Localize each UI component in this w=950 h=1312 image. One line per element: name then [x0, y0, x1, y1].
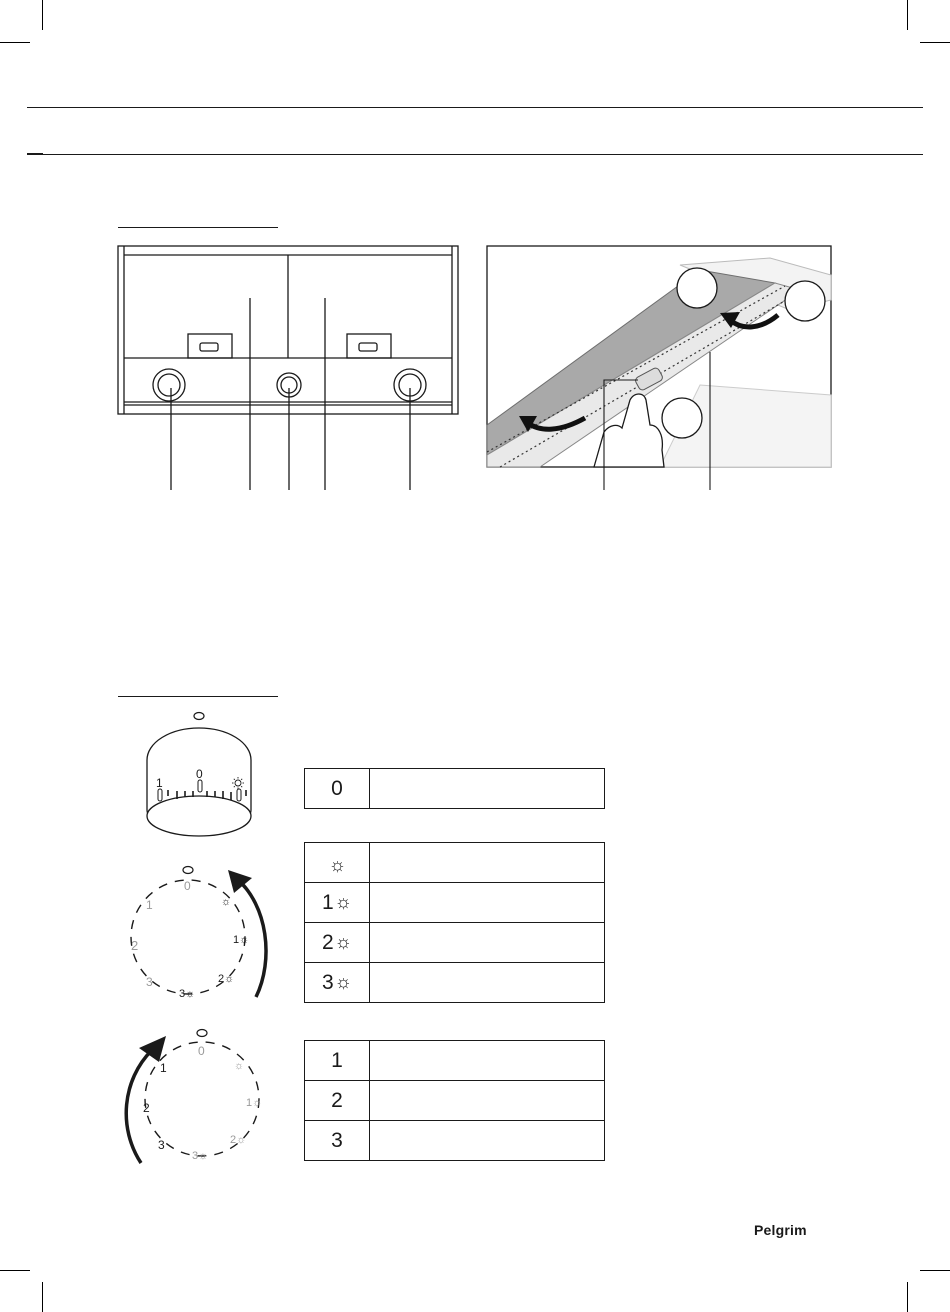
table-row — [305, 963, 605, 1003]
crop-mark — [907, 1282, 908, 1312]
sun-icon: ☼ — [334, 971, 353, 993]
dial-position-number: 2 — [230, 1134, 237, 1146]
setting-description — [370, 883, 605, 923]
setting-symbol-text: 0 — [331, 776, 343, 800]
setting-symbol — [305, 1121, 370, 1161]
setting-description — [370, 843, 605, 883]
setting-symbol-text: 2 — [331, 1088, 343, 1112]
setting-description — [370, 1041, 605, 1081]
dial-position-label: 2 — [131, 938, 139, 953]
dial-position-one-light — [246, 1097, 262, 1109]
table-row — [305, 883, 605, 923]
setting-symbol-text: 1 — [321, 890, 334, 914]
table-row — [305, 843, 605, 883]
sun-icon: ☼ — [185, 988, 196, 1000]
setting-symbol — [305, 1081, 370, 1121]
dial-position-label: 3 — [146, 975, 153, 989]
setting-description — [370, 1121, 605, 1161]
setting-description — [370, 923, 605, 963]
dial-position-label: 0 — [184, 879, 191, 893]
dial-position-number: 1 — [246, 1097, 253, 1109]
dial-position-number: 2 — [218, 973, 225, 985]
sun-icon: ☼ — [224, 973, 235, 985]
setting-description — [370, 963, 605, 1003]
dial-label: 0 — [196, 767, 203, 781]
dial-position-number: 3 — [179, 988, 186, 1000]
sun-icon: ☼ — [334, 931, 353, 953]
sun-icon: ☼ — [252, 1097, 263, 1109]
setting-symbol — [305, 923, 370, 963]
setting-symbol-text: 2 — [321, 930, 334, 954]
setting-symbol-text: 3 — [321, 970, 334, 994]
sun-icon: ☼ — [239, 934, 250, 946]
dial-position-number: 3 — [192, 1150, 199, 1162]
table-off — [304, 768, 605, 809]
dial-position-label: 1 — [160, 1061, 167, 1075]
table-fan — [304, 1040, 605, 1161]
dial-position-two-light — [230, 1134, 246, 1146]
dial-position-label: 3 — [158, 1138, 165, 1152]
crop-mark — [0, 1270, 30, 1271]
dial-position-sun: ☼ — [221, 896, 232, 908]
setting-symbol — [305, 883, 370, 923]
brand-logo: Pelgrim — [754, 1222, 807, 1238]
dial-position-label: 1 — [146, 898, 153, 912]
table-row — [305, 923, 605, 963]
setting-description — [370, 769, 605, 809]
table-row — [305, 1081, 605, 1121]
table-row — [305, 769, 605, 809]
setting-symbol-text: 3 — [331, 1128, 343, 1152]
table-light — [304, 842, 605, 1003]
sun-icon: ☼ — [328, 855, 347, 876]
table-row — [305, 1121, 605, 1161]
dial-position-sun: ☼ — [234, 1060, 245, 1072]
setting-symbol — [305, 1041, 370, 1081]
crop-mark — [920, 1270, 950, 1271]
setting-description — [370, 1081, 605, 1121]
dial-position-label: 2 — [143, 1101, 150, 1115]
sun-icon: ☼ — [198, 1150, 209, 1162]
setting-symbol — [305, 769, 370, 809]
dial-position-number: 1 — [233, 934, 240, 946]
sun-icon: ☼ — [334, 891, 353, 913]
table-row — [305, 1041, 605, 1081]
dial-position-three-light — [192, 1150, 208, 1162]
dial-position-label: 0 — [198, 1044, 205, 1058]
setting-symbol — [305, 843, 370, 883]
setting-symbol — [305, 963, 370, 1003]
sun-icon: ☼ — [236, 1134, 247, 1146]
setting-symbol-text: 1 — [331, 1048, 343, 1072]
crop-mark — [42, 1282, 43, 1312]
dial-label: 1 — [156, 776, 163, 790]
